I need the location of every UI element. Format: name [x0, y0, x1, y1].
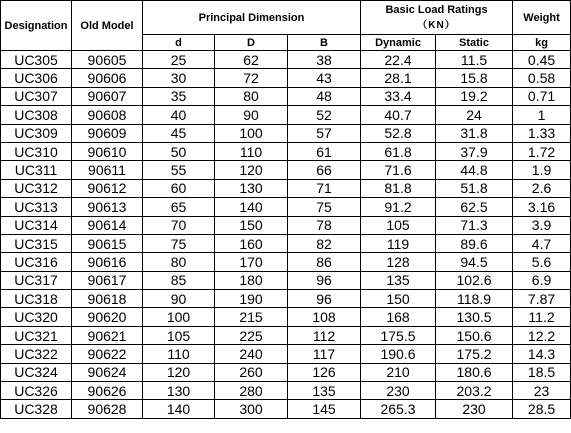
cell-weight: 1.33: [513, 124, 571, 142]
table-row: [1, 142, 571, 160]
cell-d: 70: [143, 216, 215, 234]
cell-D: 80: [215, 87, 288, 105]
cell-B: 52: [288, 106, 361, 124]
table-row: [1, 51, 571, 69]
cell-designation: UC305: [1, 51, 72, 69]
table-row: [1, 363, 571, 381]
cell-designation: UC311: [1, 161, 72, 179]
header-basic-load-ratings-title: Basic Load Ratings: [385, 4, 488, 16]
cell-B: 57: [288, 124, 361, 142]
cell-old-model: 90624: [72, 363, 143, 381]
cell-weight: 12.2: [513, 326, 571, 344]
cell-weight: 11.2: [513, 308, 571, 326]
table-row: [1, 234, 571, 252]
cell-weight: 28.5: [513, 400, 571, 418]
cell-d: 140: [143, 400, 215, 418]
cell-dynamic: 175.5: [361, 326, 436, 344]
cell-weight: 6.9: [513, 271, 571, 289]
header-static: Static: [436, 35, 513, 51]
cell-D: 280: [215, 382, 288, 400]
cell-B: 96: [288, 271, 361, 289]
cell-old-model: 90617: [72, 271, 143, 289]
cell-old-model: 90609: [72, 124, 143, 142]
cell-weight: 3.16: [513, 198, 571, 216]
header-designation: Designation: [1, 1, 72, 51]
cell-designation: UC307: [1, 87, 72, 105]
cell-old-model: 90622: [72, 345, 143, 363]
cell-weight: 23: [513, 382, 571, 400]
cell-d: 35: [143, 87, 215, 105]
cell-d: 110: [143, 345, 215, 363]
table-header: [1, 1, 571, 51]
table-row: [1, 198, 571, 216]
cell-d: 80: [143, 253, 215, 271]
cell-static: 94.5: [436, 253, 513, 271]
cell-D: 72: [215, 69, 288, 87]
cell-designation: UC314: [1, 216, 72, 234]
table-row: [1, 179, 571, 197]
cell-d: 130: [143, 382, 215, 400]
cell-static: 37.9: [436, 142, 513, 160]
cell-B: 48: [288, 87, 361, 105]
cell-old-model: 90613: [72, 198, 143, 216]
cell-d: 50: [143, 142, 215, 160]
cell-old-model: 90611: [72, 161, 143, 179]
cell-D: 260: [215, 363, 288, 381]
table-row: [1, 400, 571, 418]
cell-static: 175.2: [436, 345, 513, 363]
cell-static: 51.8: [436, 179, 513, 197]
cell-D: 180: [215, 271, 288, 289]
cell-old-model: 90608: [72, 106, 143, 124]
cell-designation: UC326: [1, 382, 72, 400]
cell-d: 100: [143, 308, 215, 326]
cell-dynamic: 168: [361, 308, 436, 326]
cell-d: 120: [143, 363, 215, 381]
cell-dynamic: 81.8: [361, 179, 436, 197]
cell-old-model: 90612: [72, 179, 143, 197]
table-row: [1, 382, 571, 400]
cell-B: 112: [288, 326, 361, 344]
cell-old-model: 90628: [72, 400, 143, 418]
cell-designation: UC321: [1, 326, 72, 344]
cell-B: 96: [288, 290, 361, 308]
header-kg: kg: [513, 35, 571, 51]
cell-D: 90: [215, 106, 288, 124]
cell-dynamic: 128: [361, 253, 436, 271]
cell-dynamic: 135: [361, 271, 436, 289]
cell-dynamic: 105: [361, 216, 436, 234]
cell-old-model: 90606: [72, 69, 143, 87]
cell-d: 30: [143, 69, 215, 87]
cell-designation: UC324: [1, 363, 72, 381]
cell-designation: UC310: [1, 142, 72, 160]
cell-designation: UC322: [1, 345, 72, 363]
cell-dynamic: 119: [361, 234, 436, 252]
cell-static: 118.9: [436, 290, 513, 308]
cell-old-model: 90605: [72, 51, 143, 69]
cell-D: 225: [215, 326, 288, 344]
cell-B: 135: [288, 382, 361, 400]
table-row: [1, 87, 571, 105]
cell-D: 130: [215, 179, 288, 197]
cell-weight: 1.9: [513, 161, 571, 179]
table-row: [1, 253, 571, 271]
cell-dynamic: 190.6: [361, 345, 436, 363]
cell-B: 75: [288, 198, 361, 216]
cell-dynamic: 150: [361, 290, 436, 308]
cell-weight: 5.6: [513, 253, 571, 271]
cell-dynamic: 52.8: [361, 124, 436, 142]
cell-weight: 1.72: [513, 142, 571, 160]
cell-B: 78: [288, 216, 361, 234]
cell-static: 62.5: [436, 198, 513, 216]
cell-designation: UC308: [1, 106, 72, 124]
cell-dynamic: 71.6: [361, 161, 436, 179]
table-row: [1, 124, 571, 142]
cell-static: 180.6: [436, 363, 513, 381]
cell-old-model: 90607: [72, 87, 143, 105]
header-d-inner: d: [143, 35, 215, 51]
cell-designation: UC309: [1, 124, 72, 142]
table-row: [1, 216, 571, 234]
cell-dynamic: 33.4: [361, 87, 436, 105]
cell-designation: UC318: [1, 290, 72, 308]
cell-static: 44.8: [436, 161, 513, 179]
cell-designation: UC312: [1, 179, 72, 197]
cell-D: 110: [215, 142, 288, 160]
cell-B: 82: [288, 234, 361, 252]
cell-weight: 0.58: [513, 69, 571, 87]
cell-static: 230: [436, 400, 513, 418]
cell-dynamic: 22.4: [361, 51, 436, 69]
cell-B: 38: [288, 51, 361, 69]
header-basic-load-ratings-unit: （KN）: [417, 20, 456, 31]
cell-old-model: 90615: [72, 234, 143, 252]
table-row: [1, 290, 571, 308]
cell-D: 300: [215, 400, 288, 418]
table-row: [1, 308, 571, 326]
cell-static: 150.6: [436, 326, 513, 344]
table-body: [1, 51, 571, 419]
cell-D: 160: [215, 234, 288, 252]
cell-B: 71: [288, 179, 361, 197]
cell-d: 55: [143, 161, 215, 179]
cell-dynamic: 230: [361, 382, 436, 400]
cell-static: 31.8: [436, 124, 513, 142]
table-row: [1, 161, 571, 179]
cell-designation: UC316: [1, 253, 72, 271]
cell-B: 117: [288, 345, 361, 363]
cell-d: 90: [143, 290, 215, 308]
cell-D: 150: [215, 216, 288, 234]
cell-B: 61: [288, 142, 361, 160]
cell-static: 130.5: [436, 308, 513, 326]
cell-weight: 0.71: [513, 87, 571, 105]
cell-B: 43: [288, 69, 361, 87]
cell-dynamic: 265.3: [361, 400, 436, 418]
cell-dynamic: 40.7: [361, 106, 436, 124]
cell-dynamic: 210: [361, 363, 436, 381]
cell-old-model: 90620: [72, 308, 143, 326]
table-row: [1, 326, 571, 344]
table-row: [1, 345, 571, 363]
cell-static: 89.6: [436, 234, 513, 252]
cell-weight: 14.3: [513, 345, 571, 363]
cell-B: 86: [288, 253, 361, 271]
cell-dynamic: 61.8: [361, 142, 436, 160]
cell-weight: 1: [513, 106, 571, 124]
cell-static: 11.5: [436, 51, 513, 69]
cell-d: 25: [143, 51, 215, 69]
cell-designation: UC315: [1, 234, 72, 252]
cell-static: 71.3: [436, 216, 513, 234]
cell-designation: UC317: [1, 271, 72, 289]
cell-D: 62: [215, 51, 288, 69]
cell-D: 240: [215, 345, 288, 363]
table-row: [1, 271, 571, 289]
cell-static: 15.8: [436, 69, 513, 87]
cell-static: 203.2: [436, 382, 513, 400]
cell-old-model: 90614: [72, 216, 143, 234]
cell-D: 100: [215, 124, 288, 142]
cell-old-model: 90621: [72, 326, 143, 344]
cell-D: 190: [215, 290, 288, 308]
cell-old-model: 90626: [72, 382, 143, 400]
cell-weight: 2.6: [513, 179, 571, 197]
header-old-model: Old Model: [72, 1, 143, 51]
cell-static: 102.6: [436, 271, 513, 289]
cell-D: 215: [215, 308, 288, 326]
cell-d: 40: [143, 106, 215, 124]
cell-weight: 7.87: [513, 290, 571, 308]
cell-old-model: 90618: [72, 290, 143, 308]
cell-B: 145: [288, 400, 361, 418]
cell-weight: 4.7: [513, 234, 571, 252]
header-basic-load-ratings: [361, 1, 513, 35]
header-principal-dimension: Principal Dimension: [143, 1, 361, 35]
cell-weight: 3.9: [513, 216, 571, 234]
cell-d: 45: [143, 124, 215, 142]
table-row: [1, 106, 571, 124]
cell-d: 60: [143, 179, 215, 197]
cell-weight: 18.5: [513, 363, 571, 381]
header-dynamic: Dynamic: [361, 35, 436, 51]
cell-static: 24: [436, 106, 513, 124]
cell-designation: UC306: [1, 69, 72, 87]
cell-B: 126: [288, 363, 361, 381]
cell-D: 120: [215, 161, 288, 179]
header-B-width: B: [288, 35, 361, 51]
cell-D: 170: [215, 253, 288, 271]
cell-dynamic: 91.2: [361, 198, 436, 216]
cell-d: 105: [143, 326, 215, 344]
cell-dynamic: 28.1: [361, 69, 436, 87]
cell-designation: UC313: [1, 198, 72, 216]
cell-weight: 0.45: [513, 51, 571, 69]
cell-B: 108: [288, 308, 361, 326]
table-row: [1, 69, 571, 87]
header-D-outer: D: [215, 35, 288, 51]
header-weight: Weight: [513, 1, 571, 35]
cell-d: 75: [143, 234, 215, 252]
cell-d: 85: [143, 271, 215, 289]
cell-static: 19.2: [436, 87, 513, 105]
cell-B: 66: [288, 161, 361, 179]
cell-D: 140: [215, 198, 288, 216]
cell-designation: UC328: [1, 400, 72, 418]
cell-designation: UC320: [1, 308, 72, 326]
cell-d: 65: [143, 198, 215, 216]
cell-old-model: 90616: [72, 253, 143, 271]
cell-old-model: 90610: [72, 142, 143, 160]
